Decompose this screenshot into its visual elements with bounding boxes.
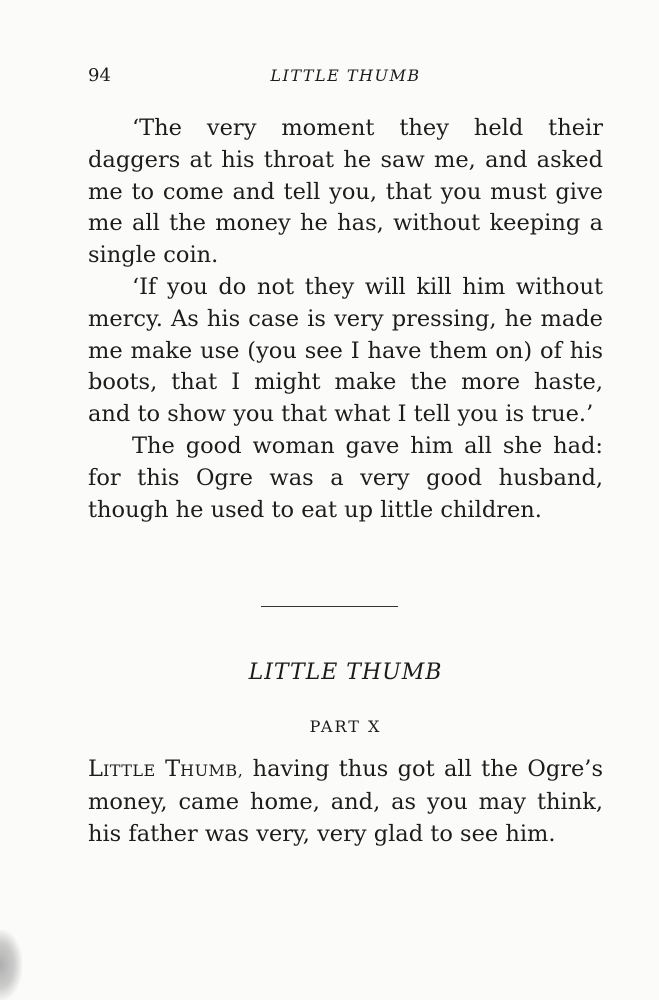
paragraph: The good woman gave him all she had: for this Ogre was a very good husband, though he used to eat up little children. — [88, 432, 603, 523]
part-label: PART X — [309, 717, 382, 736]
section-divider — [261, 606, 398, 607]
page-header — [88, 62, 603, 92]
section-body — [88, 754, 603, 850]
paragraph: ‘The very moment they held their daggers at his throat he saw me, and asked me to come and tell you, that you must give me all the money he has, without keeping a single coin. — [88, 115, 603, 269]
running-title: LITTLE THUMB — [270, 66, 421, 85]
page-stain — [0, 930, 22, 1000]
opening-small-caps: LITTLE THUMB, — [88, 756, 244, 782]
section-title: LITTLE THUMB — [248, 660, 443, 685]
body-text — [88, 113, 603, 526]
opening-paragraph — [88, 754, 603, 850]
page-number: 94 — [88, 65, 111, 86]
opening-text: having thus got all the Ogre’s money, came home, and, as you may think, his father was very, very glad to see him. — [88, 756, 603, 847]
paragraph: ‘If you do not they will kill him without mercy. As his case is very pressing, he made me make use (you see I have them on) of his boots, that I might make the more haste, and to show you that what I tell you is true.’ — [88, 273, 603, 428]
